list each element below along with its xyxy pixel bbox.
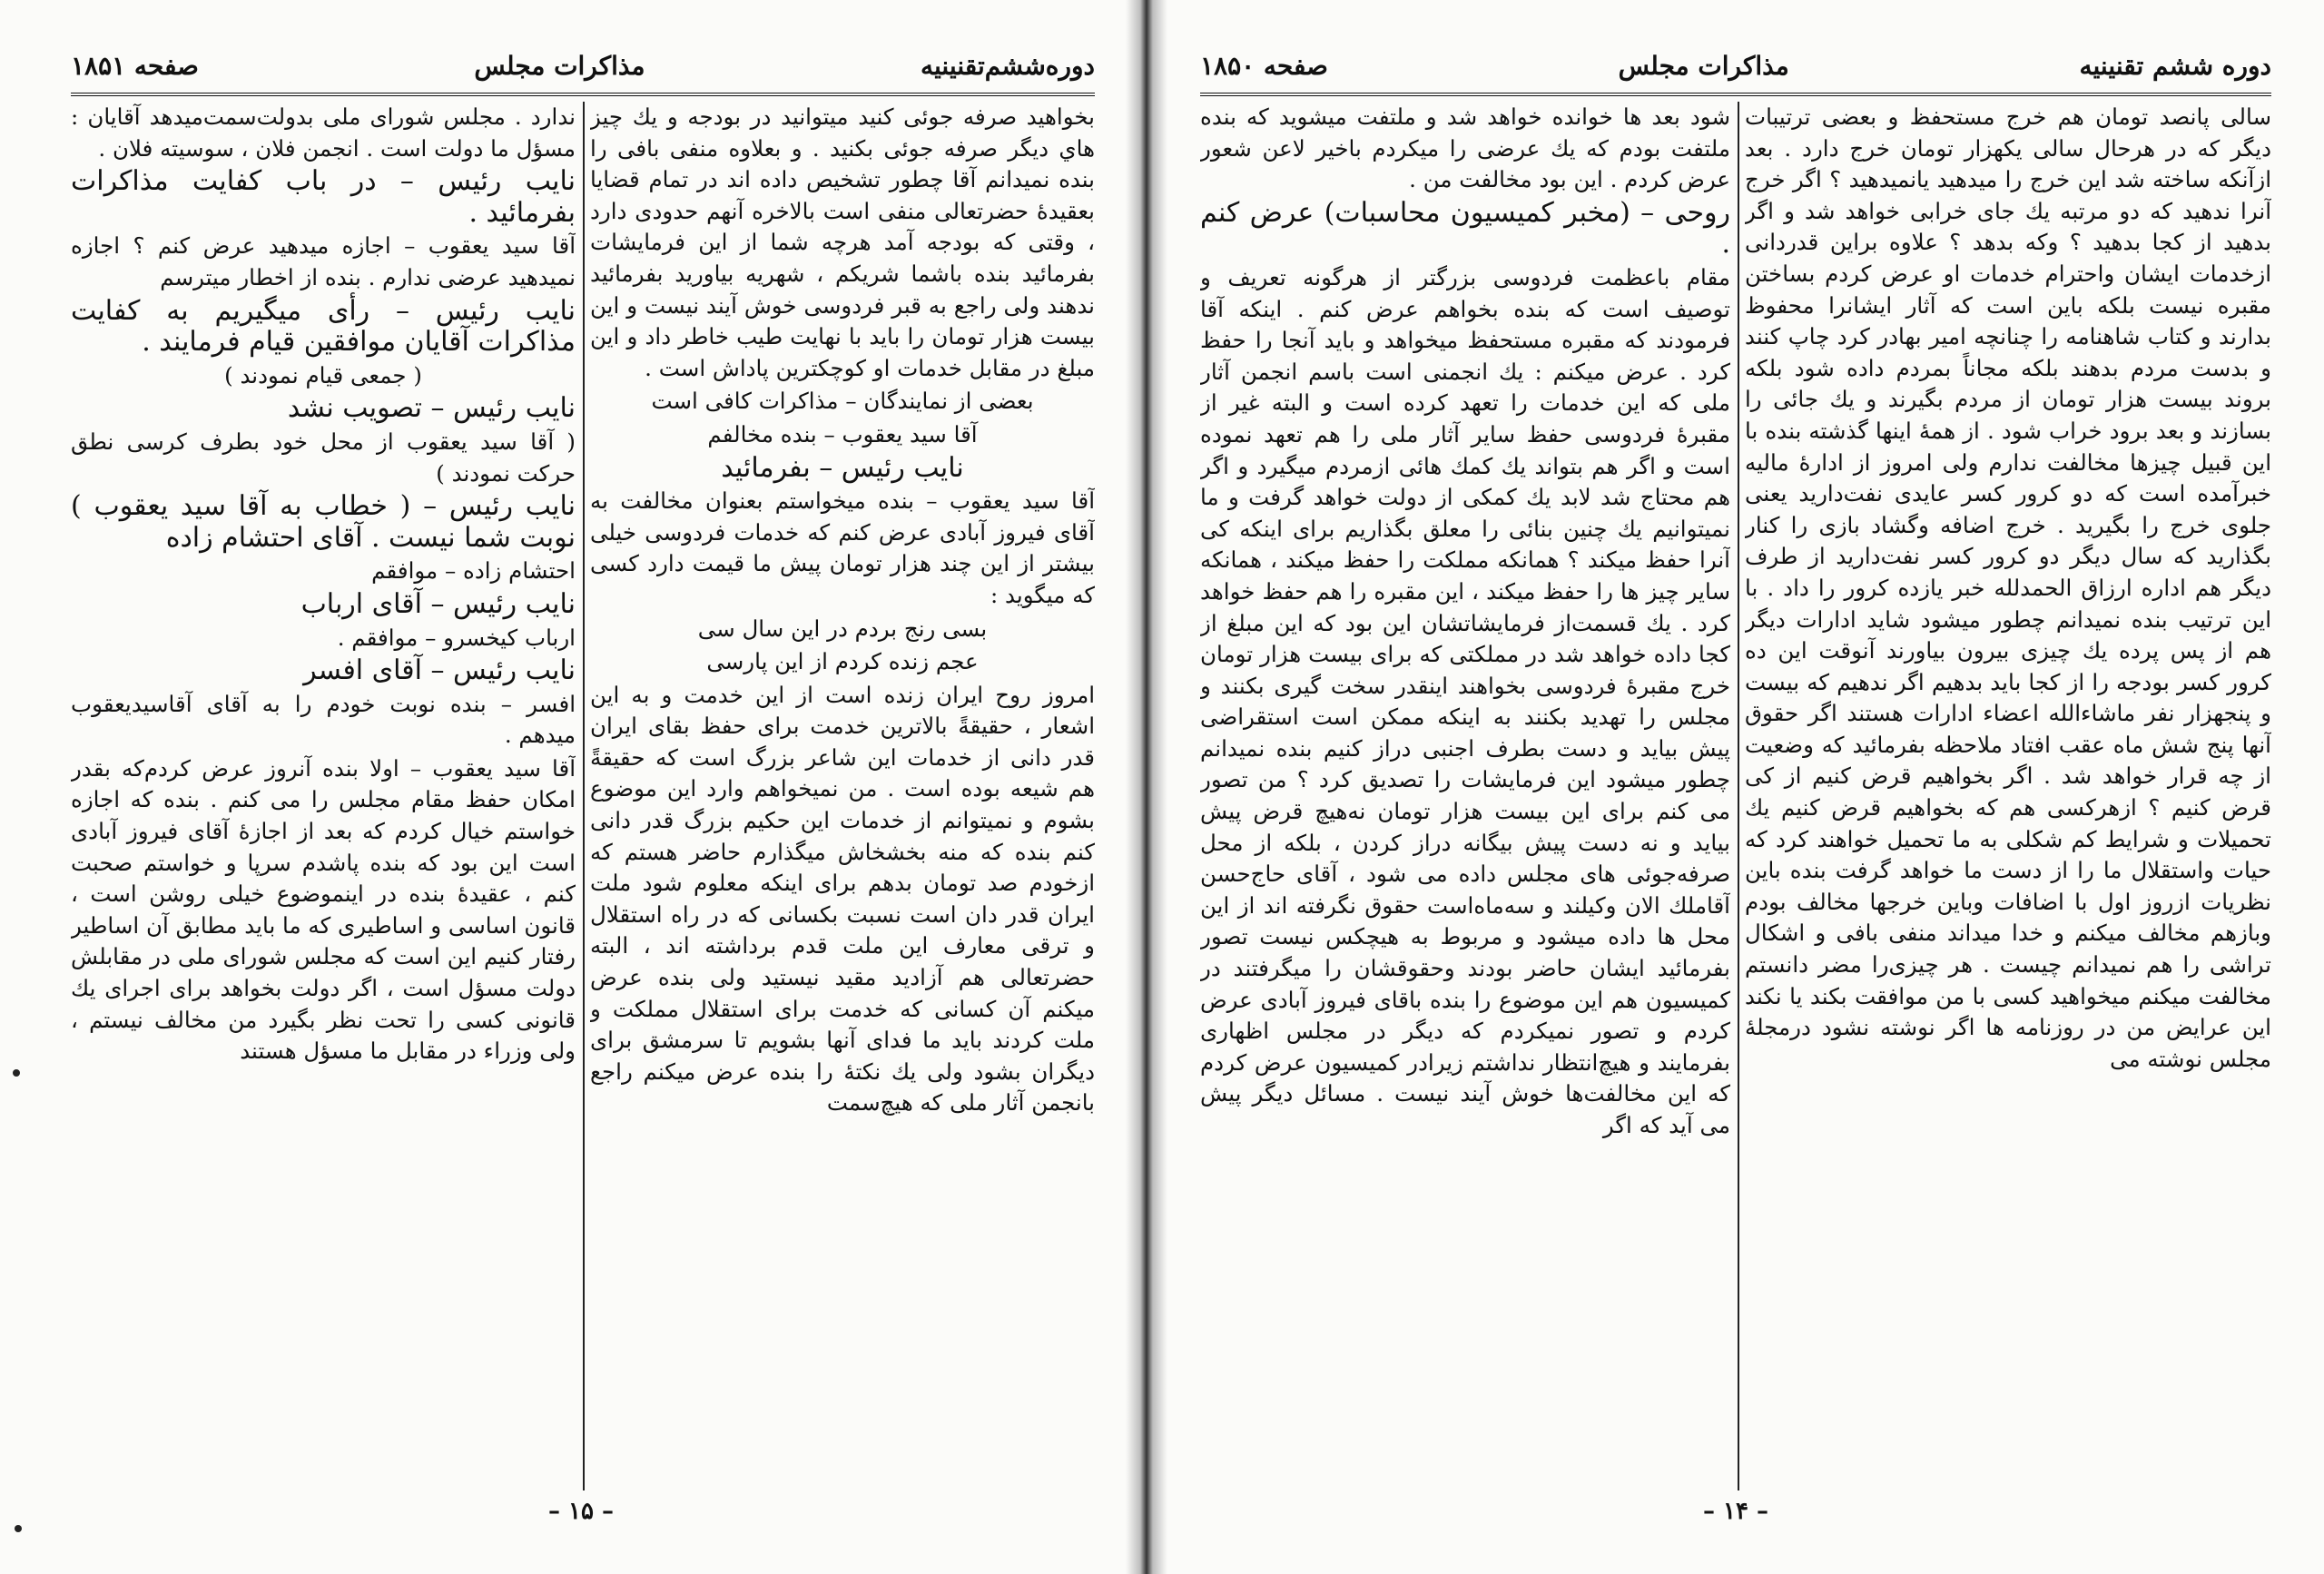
paragraph: نایب رئیس – در باب کفایت مذاکرات بفرمائید . <box>71 165 576 229</box>
paragraph: نایب رئیس – رأی میگیریم به کفایت مذاکرات آقایان موافقین قیام فرمایند . <box>71 294 576 359</box>
paragraph: نایب رئیس – آقای ارباب <box>300 587 576 620</box>
left-column-divider <box>583 102 585 1490</box>
paragraph: بعضی از نمایندگان – مذاکرات کافی است <box>651 388 1034 415</box>
left-page-title: مذاکرات مجلس <box>474 50 645 81</box>
left-header-rule <box>71 93 1095 96</box>
verse-line: بسی رنج بردم در این سال سی <box>697 615 988 642</box>
left-page-number: – ۱۵ – <box>547 1498 615 1525</box>
paragraph: آقا سید یعقوب – اجازه میدهید عرض کنم ؟ اجازه نمیدهید عرضی ندارم . بنده از اخطار میترسم <box>71 232 576 290</box>
left-page-header <box>71 40 1095 91</box>
paragraph: آقا سید یعقوب – بنده مخالفم <box>707 420 978 448</box>
right-page-header <box>1200 40 2271 91</box>
paragraph: افسر – بنده نوبت خودم را به آقای آقاسیدیعقوب میدهم . <box>71 690 576 749</box>
right-header-rule <box>1200 93 2271 96</box>
right-page-session: دوره ششم تقنینیه <box>2079 50 2271 81</box>
paragraph: آقا سید یعقوب – اولا بنده آنروز عرض کردم‌که بقدر امکان حفظ مقام مجلس را می کنم . بنده که اجازه خواستم خیال کردم که بعد از اجازهٔ آقای فیروز آبادی است این بود که بنده پاشدم سرپا و خواستم صحبت کنم ، عقیدهٔ بنده در اینموضوع خیلی روشن است ، قانون اساسی و اساطیری که ما باید مطابق آن اساطیر رفتار کنیم این است که مجلس شورای ملی در مقابلش دولت مسؤل است ، اگر دولت بخواهد برای اجرای یك قانونی کسی را تحت نظر بگیرد من مخالف نیستم ، ولی وزراء در مقابل ما مسؤل هستند <box>71 754 576 1065</box>
left-column-right <box>590 102 1095 1490</box>
paragraph: نایب رئیس – ( خطاب به آقا سید یعقوب ) نوبت شما نیست . آقای احتشام زاده <box>71 490 576 554</box>
paragraph: روحی – (مخبر کمیسیون محاسبات) عرض کنم . <box>1200 196 1730 261</box>
paragraph: ( آقا سید یعقوب از محل خود بطرف کرسی نطق حرکت نمودند ) <box>71 428 576 487</box>
right-page <box>1146 0 2324 1574</box>
left-page <box>0 0 1146 1574</box>
right-page-number: – ۱۴ – <box>1702 1498 1769 1525</box>
right-column-right <box>1745 102 2271 1490</box>
right-column-left <box>1200 102 1730 1490</box>
margin-dot <box>15 1525 22 1532</box>
right-page-number-label: صفحه ۱۸۵۰ <box>1200 50 1328 81</box>
paragraph: ارباب کیخسرو – موافقم . <box>337 624 576 651</box>
right-column-divider <box>1738 102 1739 1490</box>
paragraph: آقا سید یعقوب – بنده میخواستم بعنوان مخالفت به آقای فیروز آبادی عرض کنم که خدمات فردوسی خیلی بیشتر از این چند هزار تومان پیش ما قیمت دارد کسی که میگوید : <box>590 487 1095 608</box>
paragraph: نایب رئیس – آقای افسر <box>303 654 576 687</box>
left-page-number-label: صفحه ۱۸۵۱ <box>71 50 199 81</box>
right-page-title: مذاکرات مجلس <box>1618 50 1789 81</box>
paragraph: امروز روح ایران زنده است از این خدمت و به این اشعار ، حقیقةً بالاترین خدمت برای حفظ بقای ایران قدر دانی از خدمات این شاعر بزرگ است که حقیقةً هم شیعه بوده است . من نمیخواهم وارد این موضوع بشوم و نمیتوانم از خدمات این حکیم بزرگ قدر دانی کنم بنده که منه بخشخاش میگذارم حاضر هستم که ازخودم صد تومان بدهم برای اینکه معلوم شود ملت ایران قدر دان است نسبت بکسانی که در راه استقلال و ترقی معارف این ملت قدم برداشته اند ، البته حضرتعالی هم آزادید مقید نیستید ولی بنده عرض میکنم آن کسانی که خدمت برای استقلال مملکت و ملت کردند باید ما فدای آنها بشویم تا سرمشق برای دیگران بشود ولی یك نکتهٔ را بنده عرض میکنم راجع بانجمن آثار ملی که هیچ‌سمت <box>590 681 1095 1117</box>
paragraph: ندارد . مجلس شورای ملی بدولت‌سمت‌میدهد آقایان : مسؤل ما دولت است . انجمن فلان ، سوسیته فلان . <box>71 103 576 162</box>
left-page-session: دوره‌ششم‌تقنینیه <box>920 50 1095 81</box>
margin-dot <box>13 1069 20 1077</box>
verse-line: عجم زنده کردم از این پارسی <box>706 648 979 675</box>
left-column-left <box>71 102 576 1490</box>
paragraph: شود بعد ها خوانده خواهد شد و ملتفت میشوید که بنده ملتفت بودم که یك عرضی را میکردم باخیر لاعن شعور عرض کردم . این بود مخالفت من . <box>1200 103 1730 193</box>
paragraph: ( جمعی قیام نمودند ) <box>224 361 422 389</box>
paragraph: مقام باعظمت فردوسی بزرگتر از هرگونه تعریف و توصیف است که بنده بخواهم عرض کنم . اینکه آقا فرمودند که مقبره مستحفظ میخواهد و باید آنجا را حفظ کرد . عرض میکنم : یك انجمنی است باسم انجمن آثار ملی که این خدمات را تعهد کرده است و البته غیر از مقبرهٔ فردوسی حفظ سایر آثار ملی را هم تعهد نموده است و اگر هم بتواند یك کمك هائی ازمردم میگیرد و اگر هم محتاج شد لابد یك کمکی از دولت خواهد گرفت و ما نمیتوانیم یك چنین بنائی را معلق بگذاریم برای اینکه کی آنرا حفظ میکند ؟ همانکه مملکت را حفظ میکند ، همانکه سایر چیز ها را حفظ میکند ، این مقبره را هم حفظ خواهد کرد . یك قسمت‌از فرمایشاتشان این بود که این مبلغ از کجا داده خواهد شد در مملکتی که برای بیست هزار تومان خرج مقبرهٔ فردوسی بخواهند اینقدر سخت گیری بکنند و مجلس را تهدید بکنند به اینکه ممکن است استقراضی پیش بیاید و دست بطرف اجنبی دراز کنیم بنده نمیدانم چطور میشود این فرمایشات را تصدیق کرد ؟ من تصور می کنم برای این بیست هزار تومان نه‌هیچ قرض پیش بیاید و نه دست پیش بیگانه دراز کردن ، بلکه از محل صرفه‌جوئی های مجلس داده می شود ، آقای حاج‌حسن آقاملك الان وکیلند و سه‌ماه‌است حقوق نگرفته اند از این محل ها داده میشود و مربوط به هیچکس نیست تصور بفرمائید ایشان حاضر بودند وحقوقشان را میگرفتند در کمیسیون هم این موضوع را بنده باقای فیروز آبادی عرض کردم و تصور نمیکردم که دیگر در مجلس اظهاری بفرمایند و هیچ‌انتظار نداشتم زیرادر کمیسیون عرض کردم که این مخالفت‌ها خوش آیند نیست . مسائل دیگر پیش می آید که اگر <box>1200 263 1730 1138</box>
paragraph: بخواهید صرفه جوئی کنید میتوانید در بودجه و یك چیز هاي دیگر صرفه جوئی بکنید . و بعلاوه منفی بافی را بنده نمیدانم آقا چطور تشخیص داده اند در تمام قضایا بعقیدهٔ حضرتعالی منفی است بالاخره آنهم حدودی دارد ، وقتی که بودجه آمد هرچه شما از این فرمایشات بفرمائید بنده باشما شریکم ، شهریه بیاورید بفرمائید ندهند ولی راجع به قبر فردوسی خوش آیند نیست و این بیست هزار تومان را باید با نهایت طیب خاطر داد و این مبلغ در مقابل خدمات او کوچکترین پاداش است . <box>590 103 1095 381</box>
book-spine <box>1126 0 1167 1574</box>
paragraph: احتشام زاده – موافقم <box>371 557 576 585</box>
paragraph: نایب رئیس – بفرمائید <box>721 451 964 484</box>
paragraph: سالی پانصد تومان هم خرج مستحفظ و بعضی ترتیبات دیگر که در هرحال سالی یکهزار تومان خرج دارد . بعد ازآنکه ساخته شد این خرج را میدهید یانمیدهید ؟ اگر خرج آنرا ندهید که دو مرتبه یك جای خرابی خواهد شد و اگر بدهید از کجا بدهید ؟ وکه بدهد ؟ علاوه براین قدردانی ازخدمات ایشان واحترام خدمات او عرض کردم بساختن مقبره نیست بلکه باین است که آثار ایشانرا محفوظ بدارند و کتاب شاهنامه را چنانچه امیر بهادر کرد چاپ کنند و بدست مردم بدهند بلکه مجاناً بمردم داده شود بلکه بروند بیست هزار تومان از مردم بگیرند و یك جائی را بسازند و بعد برود خراب شود . از همهٔ اینها گذشته بنده با این قبیل چیزها مخالفت ندارم ولی امروز از ادارهٔ مالیه خبرآمده است که دو کرور کسر عایدی نفت‌دارید یعنی جلوی خرج را بگیرید . خرج اضافه وگشاد بازی را کنار بگذارید که سال دیگر دو کرور کسر نفت‌دارید از طرف دیگر هم اداره ارزاق الحمدلله خبر یازده کرور را داد . با این ترتیب بنده نمیدانم چطور میشود شاید ادارات دیگر هم از پس پرده یك چیزی بیرون بیاورند آنوقت این ده کرور کسر بودجه را از کجا باید بدهیم اگر ندهیم که بیست و پنجهزار نفر ماشاءالله اعضاء ادارات هستند اگر حقوق آنها پنج شش ماه عقب افتاد ملاحظه بفرمائید که وضعیت از چه قرار خواهد شد . اگر بخواهیم قرض کنیم از کی قرض کنیم ؟ ازهرکسی هم که بخواهیم قرض کنیم یك تحمیلات و شرایط کم شکلی به ما تحمیل خواهند کرد که حیات واستقلال ما را از دست ما خواهد گرفت بنده باین نظریات ازروز اول با اضافات وباین خرجها مخالف بودم وبازهم مخالف میکنم و خدا میداند منفی بافی و اشکال تراشی را هم نمیدانم چیست . هر چیزی‌را مضر دانستم مخالفت میکنم میخواهید کسی با من موافقت بکند یا نکند این عرایض من در روزنامه ها اگر نوشته نشود درمجلهٔ مجلس نوشته می <box>1745 103 2271 1072</box>
paragraph: نایب رئیس – تصویب نشد <box>287 392 576 425</box>
